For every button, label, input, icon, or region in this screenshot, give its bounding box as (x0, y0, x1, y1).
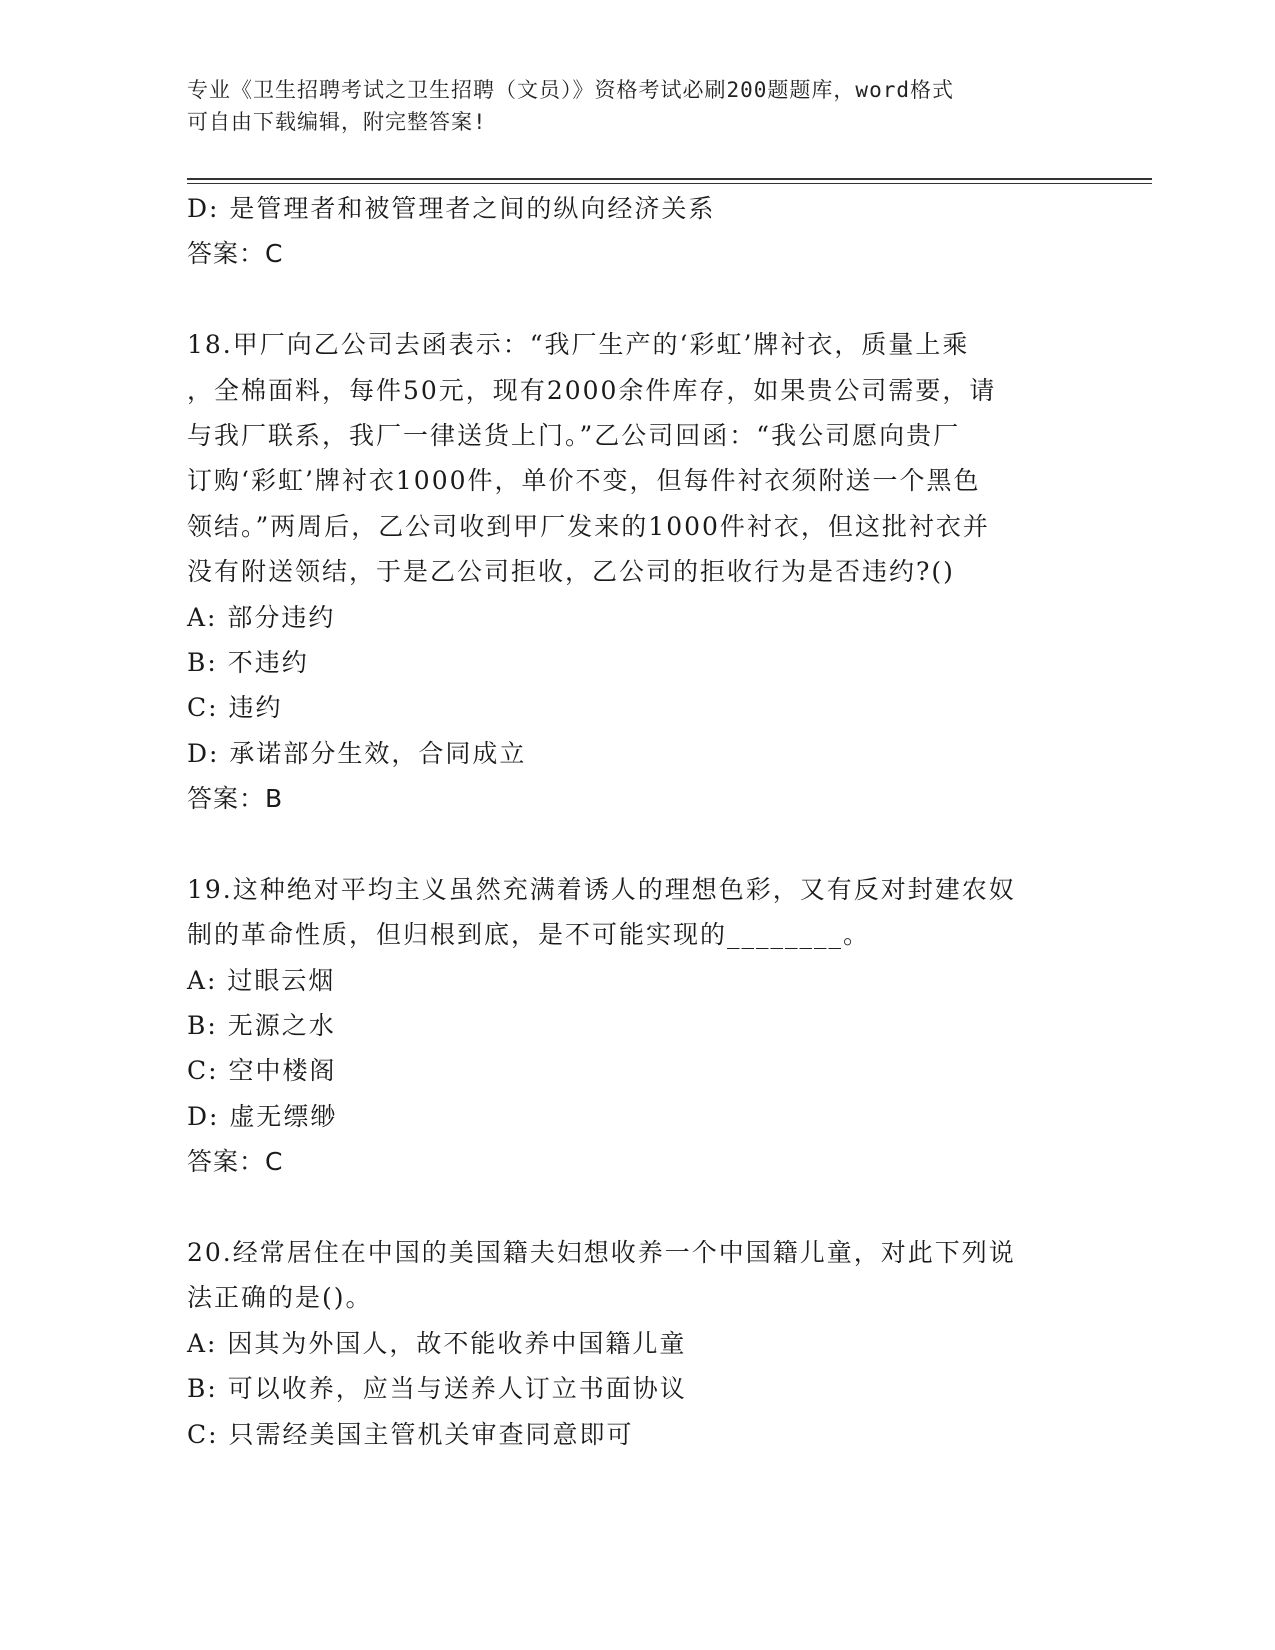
question-18-line: 没有附送领结，于是乙公司拒收，乙公司的拒收行为是否违约?() (187, 557, 955, 587)
question-19 (187, 867, 1087, 1185)
question-20-option-a: A: 因其为外国人，故不能收养中国籍儿童 (187, 1328, 687, 1358)
question-19-line: 制的革命性质，但归根到底，是不可能实现的________。 (187, 920, 871, 950)
question-20-line: 法正确的是()。 (187, 1283, 373, 1313)
question-19-option-b: B: 无源之水 (187, 1011, 336, 1041)
question-20-line: 20.经常居住在中国的美国籍夫妇想收养一个中国籍儿童，对此下列说 (187, 1237, 1016, 1267)
question-18-line: 订购‘彩虹’牌衬衣1000件，单价不变，但每件衬衣须附送一个黑色 (187, 466, 981, 496)
question-content (187, 186, 1087, 1457)
question-20-option-b: B: 可以收养，应当与送养人订立书面协议 (187, 1374, 687, 1404)
question-18-option-c: C: 违约 (187, 693, 283, 723)
header-divider (187, 178, 1152, 180)
question-18-option-b: B: 不违约 (187, 647, 309, 677)
question-18 (187, 322, 1087, 821)
question-18-line: 领结。”两周后，乙公司收到甲厂发来的1000件衬衣，但这批衬衣并 (187, 511, 990, 541)
prev-option-d: D: 是管理者和被管理者之间的纵向经济关系 (187, 194, 716, 223)
question-18-line: ，全棉面料，每件50元，现有2000余件库存，如果贵公司需要，请 (187, 375, 997, 405)
question-19-answer: 答案：C (187, 1147, 284, 1177)
header-divider-thin (187, 183, 1152, 184)
question-19-option-c: C: 空中楼阁 (187, 1056, 337, 1086)
question-18-line: 与我厂联系，我厂一律送货上门。”乙公司回函：“我公司愿向贵厂 (187, 420, 961, 450)
header-title-line-1: 专业《卫生招聘考试之卫生招聘（文员）》资格考试必刷200题题库，word格式 (187, 78, 954, 102)
prev-answer: 答案：C (187, 239, 284, 269)
question-18-answer: 答案：B (187, 784, 284, 814)
document-header (187, 74, 1087, 138)
question-18-option-d: D: 承诺部分生效，合同成立 (187, 738, 527, 768)
question-18-line: 18.甲厂向乙公司去函表示：“我厂生产的‘彩虹’牌衬衣，质量上乘 (187, 330, 970, 360)
question-19-option-a: A: 过眼云烟 (187, 965, 336, 995)
question-19-line: 19.这种绝对平均主义虽然充满着诱人的理想色彩，又有反对封建农奴 (187, 874, 1016, 904)
question-19-option-d: D: 虚无缥缈 (187, 1101, 338, 1131)
question-20 (187, 1230, 1087, 1457)
header-title-line-2: 可自由下载编辑，附完整答案! (187, 110, 487, 134)
question-20-option-c: C: 只需经美国主管机关审查同意即可 (187, 1419, 634, 1449)
question-18-option-a: A: 部分违约 (187, 602, 336, 632)
